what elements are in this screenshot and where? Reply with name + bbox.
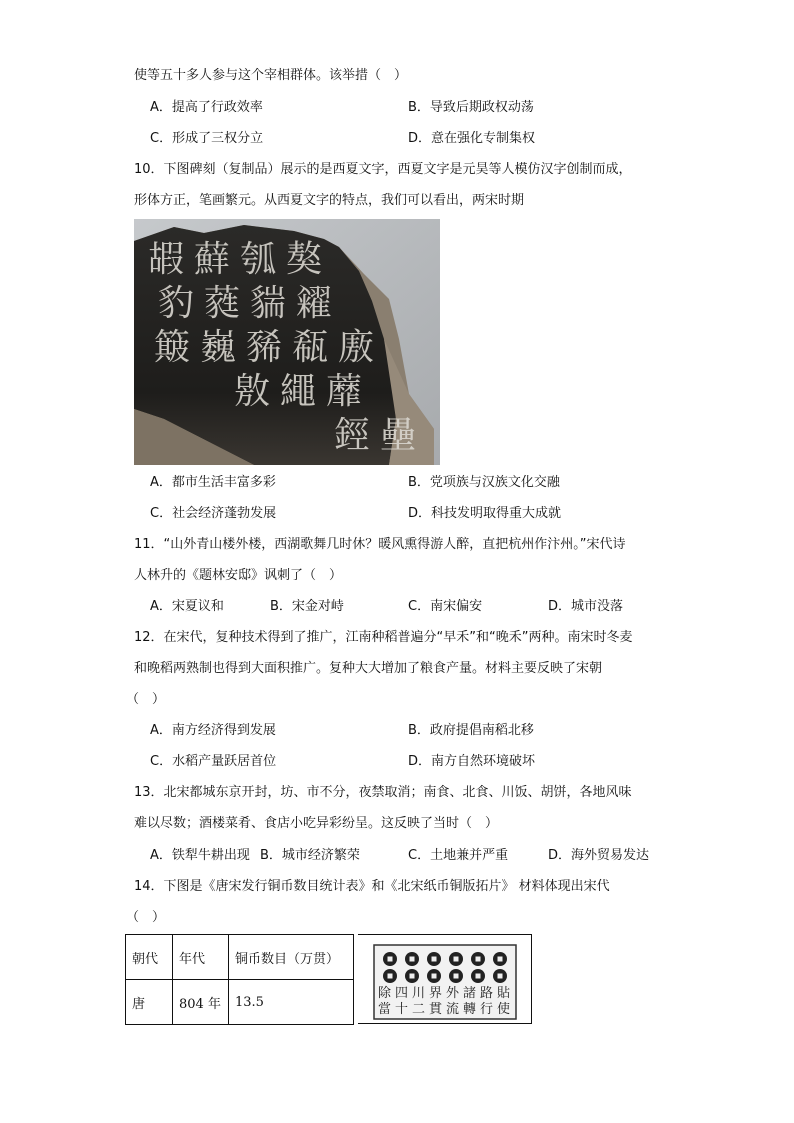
stele-glyph: 廒: [338, 327, 375, 368]
option-10-d[interactable]: D．科技发明取得重大成就: [408, 506, 562, 521]
coin-hole: [498, 957, 503, 962]
option-11-c[interactable]: C．南宋偏安: [408, 599, 483, 614]
coin-hole: [476, 974, 481, 979]
option-12-a[interactable]: A．南方经济得到发展: [150, 723, 276, 738]
coin-hole: [454, 957, 459, 962]
table-header-cell: 朝代: [126, 935, 173, 980]
question-14-blank: （ ）: [126, 910, 166, 925]
table-header-cell: 年代: [173, 935, 229, 980]
coin-hole: [498, 974, 503, 979]
option-9-c[interactable]: C．形成了三权分立: [150, 131, 264, 146]
question-10-stem: 10．下图碑刻（复制品）展示的是西夏文字，西夏文字是元昊等人模仿汉字创制而成，: [134, 162, 632, 177]
stele-glyph: 繩: [280, 371, 317, 412]
coin-hole: [476, 957, 481, 962]
stele-glyph: 貒: [250, 283, 287, 324]
option-13-b[interactable]: B．城市经济繁荣: [260, 848, 360, 863]
option-11-a[interactable]: A．宋夏议和: [150, 599, 224, 614]
coin-hole: [388, 957, 393, 962]
option-13-d[interactable]: D．海外贸易发达: [548, 848, 650, 863]
stele-glyph: 蘼: [326, 371, 363, 412]
stele-glyph: 敫: [234, 371, 271, 412]
rubbing-glyph: 十: [395, 1002, 409, 1017]
rubbing-glyph: 諸: [463, 986, 477, 1001]
song-paper-money-rubbing-image: [358, 934, 532, 1024]
option-12-d[interactable]: D．南方自然环境破坏: [408, 754, 536, 769]
table-header-row: [126, 935, 354, 980]
stele-glyph: 瓻: [292, 327, 329, 368]
table-row: [126, 980, 354, 1025]
question-13-stem-2: 难以尽数；酒楼菜肴、食店小吃异彩纷呈。这反映了当时（ ）: [134, 816, 499, 831]
stele-glyph: 蕤: [204, 283, 241, 324]
option-12-c[interactable]: C．水稻产量跃居首位: [150, 754, 277, 769]
question-10-stem-2: 形体方正，笔画繁元。从西夏文字的特点，我们可以看出，两宋时期: [134, 193, 525, 208]
option-11-b[interactable]: B．宋金对峙: [270, 599, 344, 614]
copper-coin-table: [125, 934, 354, 1025]
table-cell: 804 年: [173, 980, 229, 1025]
stele-glyph: 蘚: [194, 239, 231, 280]
coin-hole: [432, 957, 437, 962]
rubbing-glyph: 川: [412, 986, 426, 1001]
coin-hole: [410, 957, 415, 962]
question-12-stem: 12．在宋代，复种技术得到了推广，江南种稻普遍分“早禾”和“晚禾”两种。南宋时冬麦: [134, 630, 633, 645]
question-9-stem-end: 使等五十多人参与这个宰相群体。该举措（ ）: [134, 68, 408, 83]
stele-glyph: 巍: [200, 327, 237, 368]
stele-glyph: 壘: [380, 415, 417, 456]
stele-glyph: 瓠: [240, 239, 277, 280]
table-cell: 唐: [126, 980, 173, 1025]
option-10-a[interactable]: A．都市生活丰富多彩: [150, 475, 276, 490]
rubbing-glyph: 四: [395, 986, 409, 1001]
rubbing-glyph: 流: [446, 1002, 460, 1017]
question-11-stem: 11．“山外青山楼外楼，西湖歌舞几时休？暖风熏得游人醉，直把杭州作汴州。”宋代诗: [134, 537, 626, 552]
option-13-c[interactable]: C．土地兼并严重: [408, 848, 509, 863]
question-12-stem-2: 和晚稻两熟制也得到大面积推广。复种大大增加了粮食产量。材料主要反映了宋朝: [134, 661, 603, 676]
stele-glyph: 獒: [286, 239, 323, 280]
option-9-d[interactable]: D．意在强化专制集权: [408, 131, 536, 146]
option-9-a[interactable]: A．提高了行政效率: [150, 100, 263, 115]
rubbing-glyph: 界: [429, 986, 443, 1001]
option-13-a[interactable]: A．铁犁牛耕出现: [150, 848, 250, 863]
table-cell: 13.5: [229, 980, 354, 1025]
stele-glyph: 簸: [154, 327, 191, 368]
question-12-blank: （ ）: [126, 692, 166, 707]
stele-glyph: 鋞: [334, 415, 371, 456]
coin-hole: [410, 974, 415, 979]
rubbing-glyph: 行: [480, 1002, 494, 1017]
question-14-stem: 14．下图是《唐宋发行铜币数目统计表》和《北宋纸币铜版拓片》 材料体现出宋代: [134, 879, 610, 894]
rubbing-glyph: 二: [412, 1002, 426, 1017]
rubbing-glyph: 路: [480, 986, 494, 1001]
option-10-b[interactable]: B．党项族与汉族文化交融: [408, 475, 560, 490]
table-header-cell: 铜币数目（万贯）: [229, 935, 354, 980]
question-13-stem: 13．北宋都城东京开封，坊、市不分，夜禁取消；南食、北食、川饭、胡饼，各地风味: [134, 785, 632, 800]
option-11-d[interactable]: D．城市没落: [548, 599, 624, 614]
coin-hole: [388, 974, 393, 979]
xixia-stele-image: [134, 219, 440, 465]
rubbing-glyph: 轉: [463, 1002, 477, 1017]
stele-glyph: 豹: [158, 283, 195, 324]
option-10-c[interactable]: C．社会经济蓬勃发展: [150, 506, 277, 521]
coin-hole: [432, 974, 437, 979]
coin-hole: [454, 974, 459, 979]
rubbing-glyph: 當: [378, 1002, 392, 1017]
rubbing-glyph: 外: [446, 986, 460, 1001]
option-12-b[interactable]: B．政府提倡南稻北移: [408, 723, 534, 738]
rubbing-glyph: 貫: [429, 1002, 443, 1017]
stele-glyph: 糴: [296, 283, 333, 324]
stele-glyph: 豨: [246, 327, 283, 368]
rubbing-glyph: 貼: [497, 986, 511, 1001]
rubbing-glyph: 除: [378, 986, 392, 1001]
rubbing-glyph: 使: [497, 1002, 511, 1017]
question-11-stem-2: 人林升的《题林安邸》讽刺了（ ）: [134, 568, 343, 583]
option-9-b[interactable]: B．导致后期政权动荡: [408, 100, 534, 115]
stele-glyph: 嘏: [148, 239, 185, 280]
